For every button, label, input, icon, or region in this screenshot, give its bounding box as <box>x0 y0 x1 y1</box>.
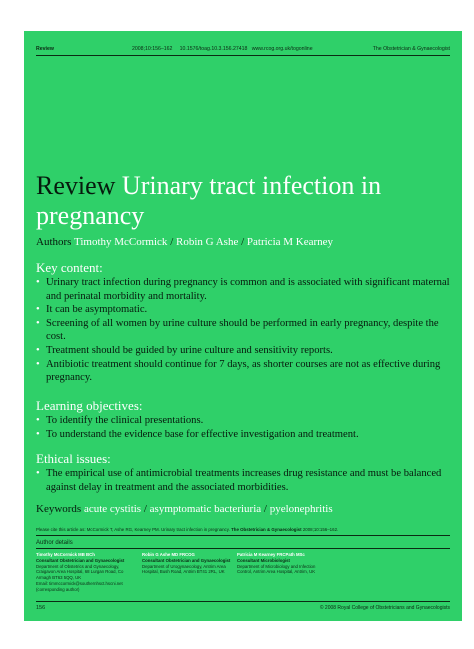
journal-name: The Obstetrician & Gynaecologist <box>372 46 450 52</box>
list-item <box>36 317 451 344</box>
author-detail-column <box>237 552 327 575</box>
list-item-text: To identify the clinical presentations. <box>46 415 204 426</box>
title-label: Review <box>36 171 116 200</box>
author-name: Robin G Ashe <box>176 236 239 248</box>
citation-text: Please cite this article as: McCormick T, Ashe RG, Kearney PM. Urinary tract infection in pregnancy. <box>36 527 230 532</box>
list-item <box>36 428 451 442</box>
list-item-text: The empirical use of antimicrobial treatments increases drug resistance and must be balanced against delay in treatment and the associated morbidities. <box>46 468 442 493</box>
author-detail-line: Craigavon Area Hospital, 68 Lurgan Road, Co <box>36 569 124 575</box>
title-text: Urinary tract infection in pregnancy <box>36 171 382 230</box>
list-item-text: Urinary tract infection during pregnancy is common and is associated with significant maternal and perinatal morbidity and mortality. <box>46 277 450 302</box>
citation-note <box>36 527 338 532</box>
footer-rule <box>36 601 450 602</box>
bullet-icon: • <box>36 468 40 479</box>
author-name: Timothy McCormick <box>74 236 168 248</box>
author-detail-name: Timothy McCormick MB BCh <box>36 552 95 557</box>
list-item <box>36 276 451 303</box>
list-item <box>36 467 451 494</box>
list-item-text: To understand the evidence base for effective investigation and treatment. <box>46 428 359 440</box>
author-detail-line: Control, Antrim Area Hospital, Antrim, UK <box>237 569 316 575</box>
ethical-issues-heading: Ethical issues: <box>36 451 111 466</box>
author-detail-name: Patricia M Kearney FRCPath MSc <box>237 552 305 557</box>
author-detail-role: Consultant Microbiologist <box>237 557 290 563</box>
author-detail-email[interactable]: Email: timmccormick@southernhsct.hscni.net <box>36 580 123 586</box>
author-detail-column <box>142 552 232 575</box>
authors-label: Authors <box>36 236 72 248</box>
keyword: asymptomatic bacteriuria <box>149 503 262 515</box>
key-content-list <box>36 276 451 385</box>
keywords-label: Keywords <box>36 503 82 515</box>
list-item-text: Treatment should be guided by urine culture and sensitivity reports. <box>46 344 333 356</box>
list-item <box>36 414 451 428</box>
citation-journal: The Obstetrician & Gynaecologist <box>231 527 302 532</box>
ethical-issues-list <box>36 467 451 494</box>
key-content-heading: Key content: <box>36 260 103 275</box>
author-detail-line: Hospital, Bush Road, Antrim BT41 2RL, UK <box>142 569 225 575</box>
abstract-panel <box>24 31 462 621</box>
author-details-heading: Author details <box>36 540 73 546</box>
author-separator: / <box>167 236 176 248</box>
section-label: Review <box>36 46 54 52</box>
author-detail-line: Department of Urogynaecology, Antrim Area <box>142 563 226 569</box>
bullet-icon: • <box>36 277 40 288</box>
article-title <box>36 171 456 231</box>
bullet-icon: • <box>36 415 40 426</box>
copyright-notice: © 2008 Royal College of Obstetricians and Gynaecologists <box>319 605 450 611</box>
header-pages: 2008;10:156–162 <box>132 46 173 52</box>
citation-ref: 2008;10:156–162. <box>302 527 339 532</box>
author-name: Patricia M Kearney <box>246 236 334 248</box>
author-line <box>36 236 333 248</box>
header-doi: 10.1576/toag.10.3.156.27418 <box>179 46 248 52</box>
page-number: 156 <box>36 605 46 611</box>
citation-rule <box>36 535 450 536</box>
bullet-icon: • <box>36 317 40 329</box>
bullet-icon: • <box>36 344 40 356</box>
author-separator: / <box>238 236 247 248</box>
list-item <box>36 358 451 385</box>
keyword: pyelonephritis <box>269 503 333 515</box>
bullet-icon: • <box>36 428 40 440</box>
author-detail-line: Department of Obstetrics and Gynaecology, <box>36 563 120 569</box>
author-detail-name: Robin G Ashe MD FRCOG <box>142 552 195 557</box>
keyword: acute cystitis <box>83 503 142 515</box>
bullet-icon: • <box>36 358 40 370</box>
learning-objectives-list <box>36 414 451 441</box>
list-item-text: Screening of all women by urine culture should be performed in early pregnancy, despite the cost. <box>46 317 439 343</box>
author-detail-line: Department of Microbiology and Infection <box>237 563 316 569</box>
list-item <box>36 303 451 317</box>
list-item <box>36 344 451 358</box>
author-detail-line: Armagh BT63 5QQ, UK <box>36 575 82 581</box>
author-detail-role: Consultant Obstetrician and Gynaecologist <box>142 557 231 563</box>
author-details-rule <box>36 548 450 549</box>
keyword-separator: / <box>141 503 150 515</box>
header-url[interactable]: www.rcog.org.uk/togonline <box>251 46 313 52</box>
author-detail-column <box>36 552 132 593</box>
author-detail-line: (corresponding author) <box>36 586 80 592</box>
keyword-separator: / <box>261 503 270 515</box>
author-detail-role: Consultant Obstetrician and Gynaecologist <box>36 557 125 563</box>
list-item-text: Antibiotic treatment should continue for 7 days, as shorter courses are not as effective during pregnancy. <box>46 358 441 384</box>
list-item-text: It can be asymptomatic. <box>46 304 148 316</box>
header-rule <box>36 55 450 56</box>
header-meta <box>132 46 313 52</box>
learning-objectives-heading: Learning objectives: <box>36 398 143 413</box>
bullet-icon: • <box>36 304 40 316</box>
keywords-line <box>36 503 333 515</box>
